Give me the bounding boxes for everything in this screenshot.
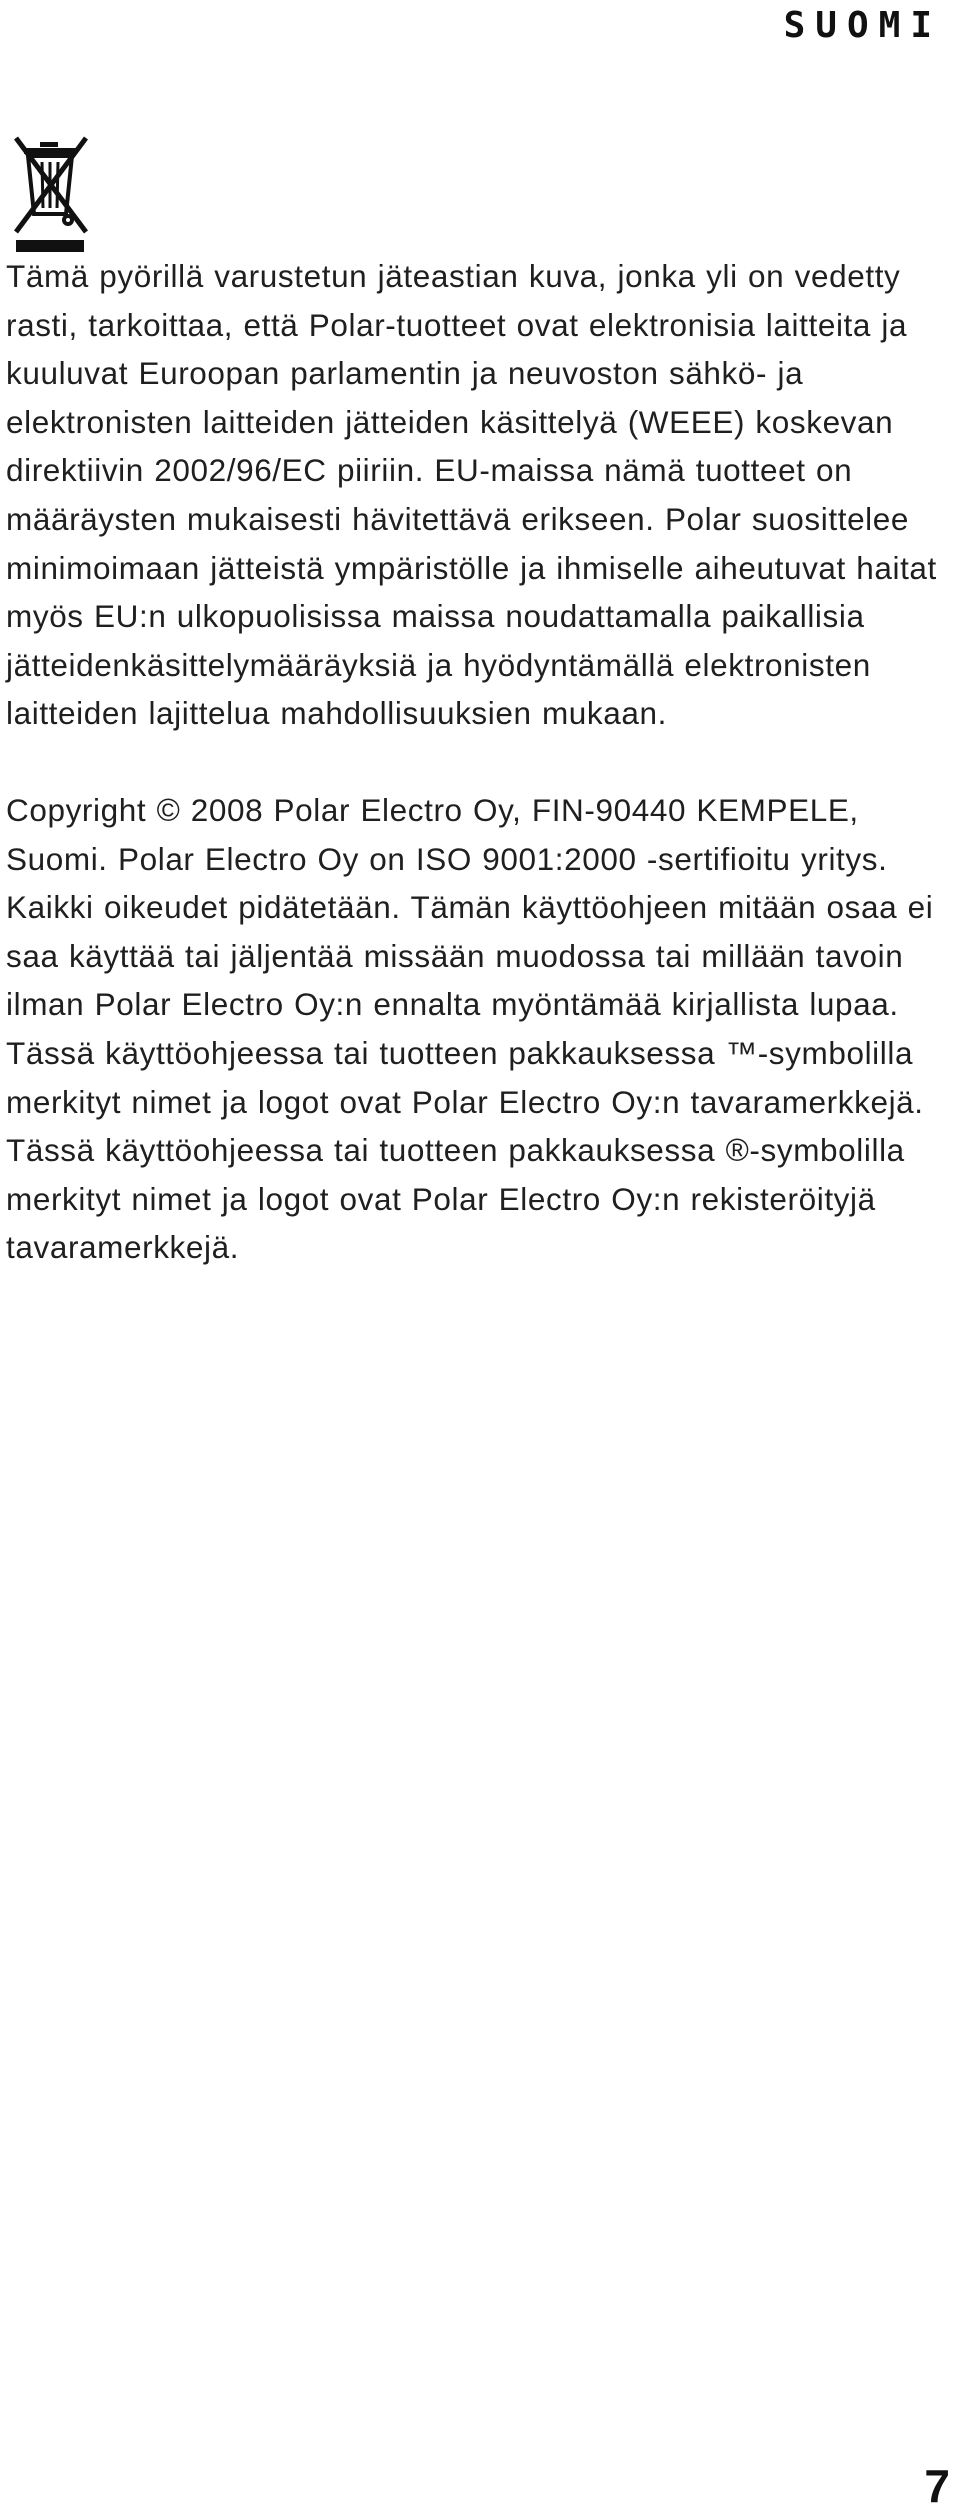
section-title: SUOMI [783, 5, 942, 46]
document-body [6, 252, 946, 1272]
page-number: 7 [924, 2460, 950, 2512]
crossed-out-wheelie-bin-icon [10, 132, 94, 252]
weee-disposal-paragraph: Tämä pyörillä varustetun jäteastian kuva, jonka yli on vedetty rasti, tarkoittaa, että Polar-tuotteet ovat elektronisia laitteita ja kuuluvat Euroopan parlamentin ja neuvoston sähkö- ja elektronisten laitteiden jätteiden käsittelyä (WEEE) koskevan direktiivin 2002/96/EC piiriin. EU-maissa nämä tuotteet on määräysten mukaisesti hävitettävä erikseen. Polar suosittelee minimoimaan jätteistä ympäristölle ja ihmiselle aiheutuvat haitat myös EU:n ulkopuolisissa maissa noudattamalla paikallisia jätteidenkäsittelymääräyksiä ja hyödyntämällä elektronisten laitteiden lajittelua mahdollisuuksien mukaan. [6, 258, 937, 732]
copyright-paragraph: Copyright © 2008 Polar Electro Oy, FIN-90440 KEMPELE, Suomi. Polar Electro Oy on ISO 9001:2000 -sertifioitu yritys. Kaikki oikeudet pidätetään. Tämän käyttöohjeen mitään osaa ei saa käyttää tai jäljentää missään muodossa tai millään tavoin ilman Polar Electro Oy:n ennalta myöntämää kirjallista lupaa. Tässä käyttöohjeessa tai tuotteen pakkauksessa ™-symbolilla merkityt nimet ja logot ovat Polar Electro Oy:n tavaramerkkejä. Tässä käyttöohjeessa tai tuotteen pakkauksessa ®-symbolilla merkityt nimet ja logot ovat Polar Electro Oy:n rekisteröityjä tavaramerkkejä. [6, 791, 934, 1266]
